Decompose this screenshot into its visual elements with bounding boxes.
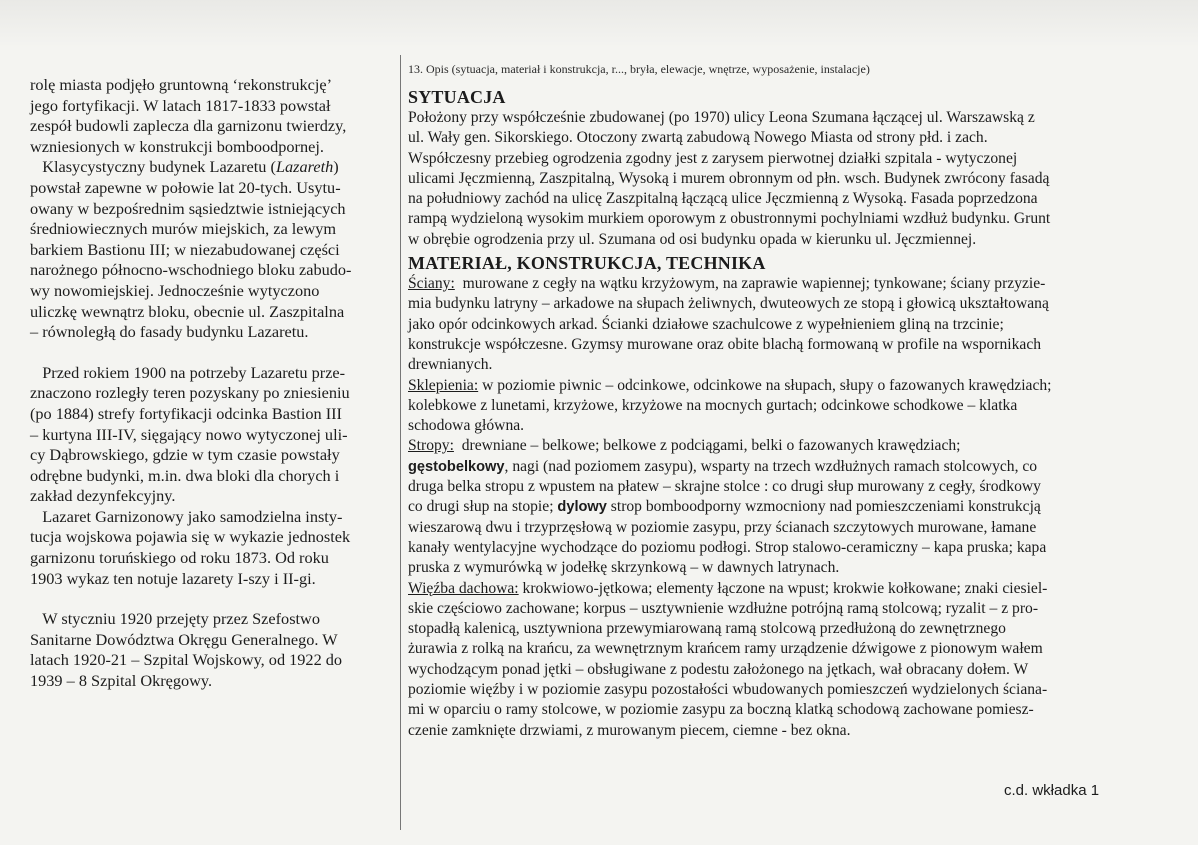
text-line: Współczesny przebieg ogrodzenia zgodny jest z zarysem pierwotnej działki szpitala - wytyczonej [408, 149, 1018, 167]
text-line: – równoległą do fasady budynku Lazaretu. [30, 322, 309, 342]
text-line: skie częściowo zachowane; korpus – usztywnienie wzdłużne potrójną ramą stolcową; ryzalit – z pro- [408, 599, 1039, 617]
subsection-label-wiezba: Więźba dachowa: [408, 579, 519, 597]
text-line: Sanitarne Dowództwa Okręgu Generalnego. W [30, 629, 338, 649]
text-line: pruska z wymurówką w jodełkę skrzynkową – w dawnych latrynach. [408, 559, 840, 577]
description-column [408, 62, 1188, 741]
text-line: średniowiecznych murów miejskich, za lewym [30, 219, 337, 239]
text-line: Lazaret Garnizonowy jako samodzielna insty- [30, 506, 343, 526]
italic-term: Lazareth [275, 157, 334, 177]
text-line: rolę miasta podjęło gruntowną ‘rekonstrukcję’ [30, 75, 333, 94]
text-line: – kurtyna III-IV, sięgający nowo wytyczonej uli- [30, 424, 348, 444]
text-line: kolebkowe z lunetami, krzyżowe, krzyżowe na mocnych gurtach; odcinkowe schodkowe – klatka [408, 396, 1018, 414]
text-line: 1939 – 8 Szpital Okręgowy. [30, 671, 213, 691]
text-line: poziomie więźby i w poziomie zasypu pozostałości wbudowanych pomieszczeń wydzielonych ściana- [408, 681, 1048, 699]
text-line: jego fortyfikacji. W latach 1817-1833 powstał [30, 95, 331, 115]
text-line: cy Dąbrowskiego, gdzie w tym czasie powstały [30, 445, 340, 465]
text-line: jako opór odcinkowych arkad. Ścianki działowe szachulcowe z wypełnieniem gliną na trzcinie; [408, 315, 1004, 333]
subsection-label-sklepienia: Sklepienia: [408, 376, 479, 394]
text-line: wieszarową dwu i trzyprzęsłową w poziomie zasypu, przy ścianach szczytowych murowane, łamane [408, 518, 1037, 536]
text-line: druga belka stropu z wpustem na płatew – skrajne stolce : co drugi słup murowany z cegły, środkowy [408, 478, 1041, 496]
text-line [408, 274, 1188, 294]
text-line [408, 457, 1188, 477]
text-line: znaczono rozległy teren pozyskany po zniesieniu [30, 383, 350, 403]
history-paragraph [30, 157, 390, 342]
description-column-header: 13. Opis (sytuacja, materiał i konstrukcja, r..., bryła, elewacje, wnętrze, wyposażenie, instalacje) [408, 62, 870, 76]
scan-edge-shadow [0, 0, 1198, 48]
text-line: wychodzącym ponad jętki – obsługiwane z podestu założonego na jętkach, wał obracany dołem. W [408, 660, 1029, 678]
text-run: co drugi słup na stopie; [408, 498, 558, 516]
text-line [408, 497, 1188, 517]
bold-term-dylowy: dylowy [557, 499, 607, 516]
text-line: (po 1884) strefy fortyfikacji odcinka Bastion III [30, 403, 342, 423]
bold-term-gestobelkowy: gęstobelkowy [408, 458, 505, 475]
text-run: w poziomie piwnic – odcinkowe, odcinkowe na słupach, słupy o fazowanych krawędziach; [478, 376, 1052, 394]
text-line: 1903 wykaz ten notuje lazarety I-szy i II-gi. [30, 568, 316, 588]
text-run: , nagi (nad poziomem zasypu), wsparty na trzech wzdłużnych ramach stolcowych, co [504, 457, 1038, 475]
text-line: kanały wentylacyjne wychodzące do poziomu podłogi. Strop stalowo-ceramiczny – kapa pruska; kapa [408, 538, 1047, 556]
text-line: ulicami Jęczmienną, Zaszpitalną, Wysoką i murem obronnym od płn. wsch. Budynek zwrócony fasadą [408, 169, 1050, 187]
text-line: latach 1920-21 – Szpital Wojskowy, od 1922 do [30, 650, 343, 670]
text-line: schodowa główna. [408, 417, 525, 435]
text-line: wzniesionych w konstrukcji bomboodpornej. [30, 136, 324, 156]
history-column [30, 62, 390, 692]
text-line: żurawia z rolką na krańcu, za wewnętrznym krańcem ramy urządzenie dźwigowe z pionowym wałem [408, 640, 1043, 658]
subsection-label-stropy: Stropy: [408, 437, 454, 455]
continuation-note: c.d. wkładka 1 [1004, 782, 1100, 799]
column-divider [400, 55, 401, 830]
text-line: rampą wydzieloną wysokim murkiem oporowym z obustronnymi pochylniami wzdłuż budynku. Grunt [408, 210, 1051, 228]
stropy-paragraph [408, 436, 1188, 578]
text-line: na południowy zachód na ulicę Zaszpitalną łączącą ulice Jęczmienną z Wysoką. Fasada poprzedzona [408, 190, 1038, 208]
text-line: narożnego północno-wschodniego bloku zabudo- [30, 260, 352, 280]
text-line: owany w bezpośrednim sąsiedztwie istniejących [30, 198, 346, 218]
subsection-label-sciany: Ściany: [408, 275, 455, 293]
text-line: wy nowomiejskiej. Jednocześnie wytyczono [30, 280, 320, 300]
text-line: konstrukcje współczesne. Gzymsy murowane oraz obite blachą formowaną w profile na wspornikach [408, 335, 1042, 353]
text-line: ul. Wały gen. Sikorskiego. Otoczony zwartą zabudową Nowego Miasta od strony płd. i zach. [408, 129, 988, 147]
text-run: drewniane – belkowe; belkowe z podciągami, belki o fazowanych krawędziach; [453, 437, 961, 455]
text-line [408, 376, 1188, 396]
text-line: mia budynku latryny – arkadowe na słupach żeliwnych, dwuteowych ze stopą i głowicą ukształtowaną [408, 295, 1049, 313]
history-paragraph [30, 363, 390, 507]
sciany-paragraph [408, 274, 1188, 375]
text-line: drewnianych. [408, 356, 493, 374]
sklepienia-paragraph [408, 376, 1188, 437]
text-line: powstał zapewne w połowie lat 20-tych. Usytu- [30, 177, 341, 197]
section-heading-material: MATERIAŁ, KONSTRUKCJA, TECHNIKA [408, 253, 766, 274]
text-line [408, 436, 1188, 456]
text-line: stopadłą kalenicą, usztywniona przewymiarowaną ramą stolcową przedłużoną do zewnętrznego [408, 620, 1006, 638]
text-line: zespół budowli zaplecza dla garnizonu twierdzy, [30, 116, 347, 136]
text-line: garnizonu toruńskiego od roku 1873. Od roku [30, 548, 329, 568]
text-line: Przed rokiem 1900 na potrzeby Lazaretu prze- [30, 362, 346, 382]
text-run: murowane z cegły na wątku krzyżowym, na zaprawie wapiennej; tynkowane; ściany przyzie- [454, 275, 1046, 293]
text-line: odrębne budynki, m.in. dwa bloki dla chorych i [30, 465, 340, 485]
text-line: czenie zamknięte drzwiami, z murowanym piecem, ciemne - bez okna. [408, 721, 851, 739]
text-line: Położony przy współcześnie zbudowanej (po 1970) ulicy Leona Szumana łączącej ul. Warszawską z [408, 109, 1035, 126]
history-paragraph [30, 609, 390, 691]
text-run: krokwiowo-jętkowa; elementy łączone na wpust; krokwie kołkowane; znaki ciesiel- [518, 579, 1048, 597]
text-line: barkiem Bastionu III; w niezabudowanej części [30, 239, 340, 259]
history-paragraph [30, 75, 390, 157]
description-text [408, 87, 1188, 741]
text-line: zakład dezynfekcyjny. [30, 486, 176, 506]
text-line: W styczniu 1920 przejęty przez Szefostwo [30, 609, 320, 629]
history-text [30, 75, 390, 692]
text-run: strop bomboodporny wzmocniony nad pomieszczeniami konstrukcją [606, 498, 1041, 516]
text-line [408, 579, 1188, 599]
history-paragraph [30, 507, 390, 589]
text-line: w obrębie ogrodzenia przy ul. Szumana od osi budynku opada w kierunku ul. Jęczmiennej. [408, 230, 977, 248]
text-line: uliczkę wewnątrz bloku, obecnie ul. Zaszpitalna [30, 301, 345, 321]
text-line: tucja wojskowa pojawia się w wykazie jednostek [30, 527, 351, 547]
text-line: Klasycystyczny budynek Lazaretu (Lazareth) [30, 157, 339, 177]
section-heading-sytuacja: SYTUACJA [408, 87, 506, 107]
text-line: mi w oparciu o ramy stolcowe, w poziomie zasypu za boczną klatką schodową zachowane pomiesz- [408, 701, 1034, 719]
sytuacja-paragraph [408, 108, 1188, 250]
wiezba-paragraph [408, 579, 1188, 741]
